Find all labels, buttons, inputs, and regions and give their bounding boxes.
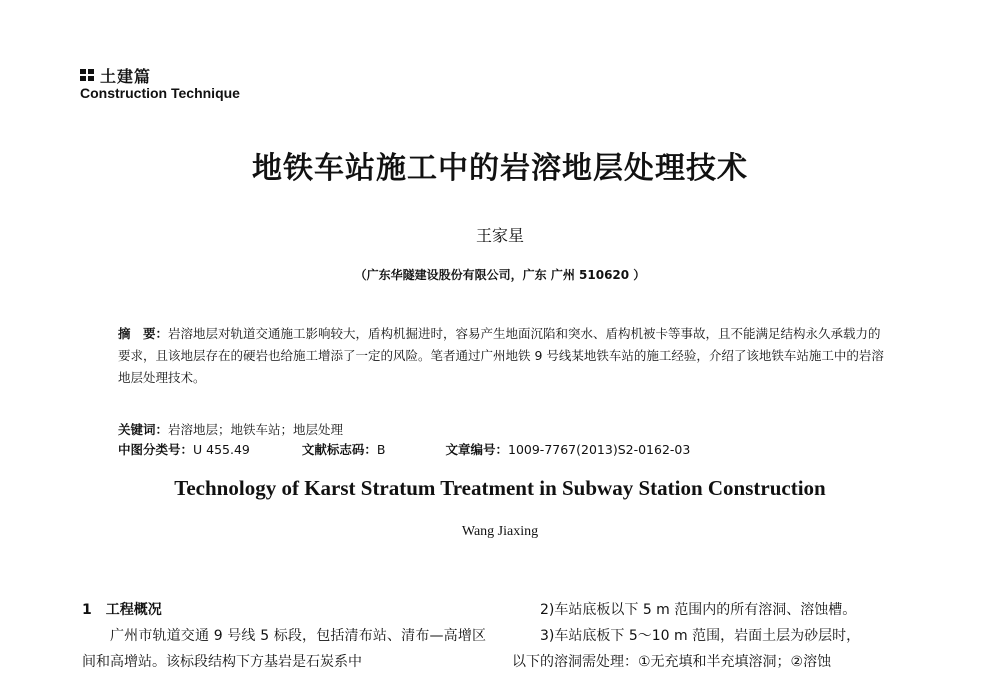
abstract [118,323,888,389]
article-meta [118,420,690,460]
article-title-en: Technology of Karst Stratum Treatment in Subway Station Construction [174,476,826,500]
abstract-text: 岩溶地层对轨道交通施工影响较大，盾构机掘进时，容易产生地面沉陷和突水、盾构机被卡等事故，且不能满足结构永久承载力的要求，且该地层存在的硬岩也给施工增添了一定的风险。笔者通过广州地铁 9 号线某地铁车站的施工经验，介绍了该地铁车站施工中的岩溶地层处理技术。 [118,326,884,385]
grid-icon [80,69,94,82]
keywords-row [118,420,690,440]
body-right-column [512,597,922,675]
doc-code-cell [302,440,386,460]
body-line: 以下的溶洞需处理：①无充填和半充填溶洞；②溶蚀 [512,654,832,670]
affiliation: （广东华隧建设股份有限公司，广东 广州 510620 ） [354,268,646,282]
body-paragraph: 广州市轨道交通 9 号线 5 标段，包括清布站、清布—高增区间和高增站。该标段结构下方基岩是石炭系中 [82,628,486,670]
article-no-cell [445,440,690,460]
keywords-text: 岩溶地层；地铁车站；地层处理 [168,422,344,437]
section-title-en: Construction Technique [80,85,240,101]
classification-row [118,440,690,460]
article-no-value: 1009-7767(2013)S2-0162-03 [508,442,691,457]
body-line: 3)车站底板下 5～10 m 范围，岩面土层为砂层时， [540,628,861,644]
article-no-label: 文章编号： [445,442,508,457]
section-marker [80,64,151,87]
body-line: 2)车站底板以下 5 m 范围内的所有溶洞、溶蚀槽。 [540,602,857,618]
section-title-cn: 土建篇 [100,67,152,86]
author-cn: 王家星 [475,226,524,245]
author-en: Wang Jiaxing [461,524,539,539]
keywords-label: 关键词： [118,422,169,437]
article-title-cn: 地铁车站施工中的岩溶地层处理技术 [252,151,748,186]
doc-code-label: 文献标志码： [301,442,377,457]
body-left-column [82,597,486,675]
section-heading: 1 工程概况 [82,602,162,618]
doc-code-value: B [376,442,386,457]
clc-cell [118,440,250,460]
clc-label: 中图分类号： [118,442,194,457]
clc-value: U 455.49 [193,442,250,457]
abstract-label: 摘 要： [118,326,169,341]
